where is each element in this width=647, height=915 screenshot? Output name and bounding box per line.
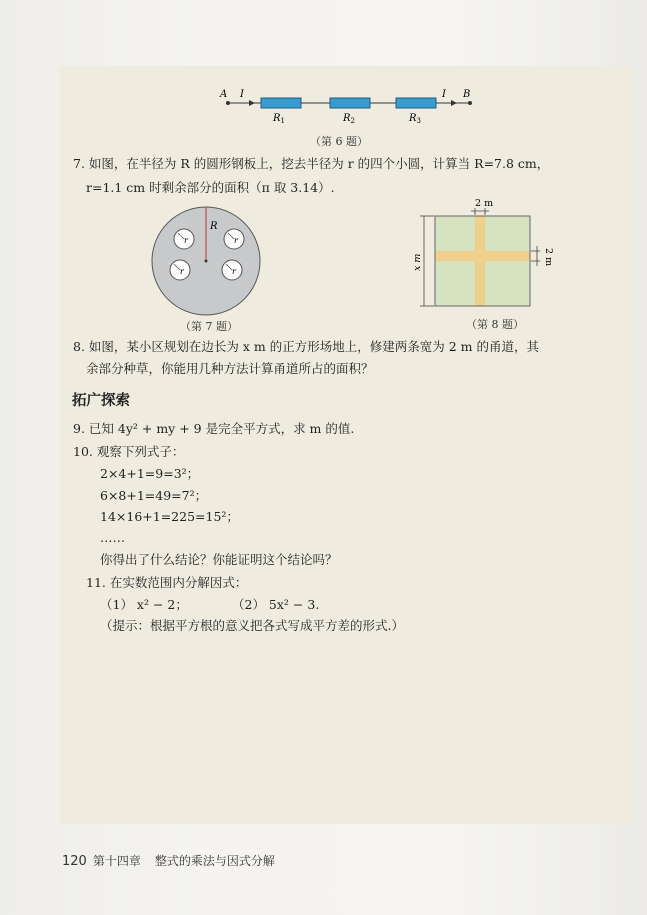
svg-text:r: r [184, 236, 188, 245]
side-length-label: x m [412, 253, 423, 271]
arrow-right-icon [451, 100, 457, 106]
q7-line2: r=1.1 cm 时剩余部分的面积（π 取 3.14）. [86, 180, 335, 195]
chapter-label: 第十四章 [92, 854, 141, 868]
label-r3: $R_3$ [409, 113, 421, 125]
section-title: 拓广探索 [72, 393, 130, 409]
disc-center [205, 260, 208, 263]
hole-bottom-right [222, 260, 242, 280]
q9-line1: 9. 已知 4y² + my + 9 是完全平方式，求 m 的值. [73, 421, 355, 436]
resistor-r2 [330, 98, 370, 108]
label-r1: $R_1$ [273, 113, 285, 125]
field-figure [410, 196, 570, 316]
label-i-right: I [442, 89, 446, 100]
svg-text:r: r [180, 267, 184, 276]
circuit-figure [215, 86, 480, 126]
hole-bottom-left [170, 260, 190, 280]
hole-top-right [224, 229, 244, 249]
fig6-caption: （第 6 题） [310, 135, 368, 148]
q11-hint: （提示：根据平方根的意义把各式写成平方差的形式.） [100, 618, 404, 633]
path-width-right: 2 m [543, 248, 554, 267]
page-number: 120 [62, 854, 87, 869]
q11-part1: （1） x² − 2； [100, 597, 188, 612]
q10-question: 你得出了什么结论？你能证明这个结论吗？ [100, 552, 338, 567]
q11-part2: （2） 5x² − 3. [232, 597, 320, 612]
path-width-top: 2 m [475, 198, 494, 209]
page-footer [62, 852, 275, 869]
hole-top-left [174, 229, 194, 249]
label-b: B [463, 89, 471, 100]
resistor-r1 [261, 98, 301, 108]
q10-eq1: 2×4+1=9=3²； [100, 466, 200, 481]
label-i-left: I [240, 89, 244, 100]
horizontal-path [435, 251, 530, 261]
svg-text:r: r [232, 267, 236, 276]
q10-eq3: 14×16+1=225=15²； [100, 509, 239, 524]
big-radius-label: R [210, 221, 218, 232]
q8-line2: 余部分种草，你能用几种方法计算甬道所占的面积？ [86, 361, 374, 376]
fig8-caption: （第 8 题） [466, 318, 524, 331]
arrow-left-icon [249, 100, 255, 106]
terminal-b [468, 101, 472, 105]
q10-eq2: 6×8+1=49=7²； [100, 488, 208, 503]
q10-line1: 10. 观察下列式子： [73, 444, 185, 459]
terminal-a [226, 101, 230, 105]
fig7-caption: （第 7 题） [180, 320, 238, 333]
label-a: A [220, 89, 228, 100]
resistor-r3 [396, 98, 436, 108]
q10-dots: …… [100, 530, 125, 545]
label-r2: $R_2$ [343, 113, 355, 125]
disc-figure [150, 205, 262, 317]
q11-line1: 11. 在实数范围内分解因式： [86, 575, 248, 590]
q7-line1: 7. 如图，在半径为 R 的圆形钢板上，挖去半径为 r 的四个小圆，计算当 R=7.8 cm， [73, 156, 550, 171]
svg-text:r: r [234, 236, 238, 245]
q8-line1: 8. 如图，某小区规划在边长为 x m 的正方形场地上，修建两条宽为 2 m 的甬道，其 [73, 339, 539, 354]
chapter-title: 整式的乘法与因式分解 [154, 854, 275, 868]
